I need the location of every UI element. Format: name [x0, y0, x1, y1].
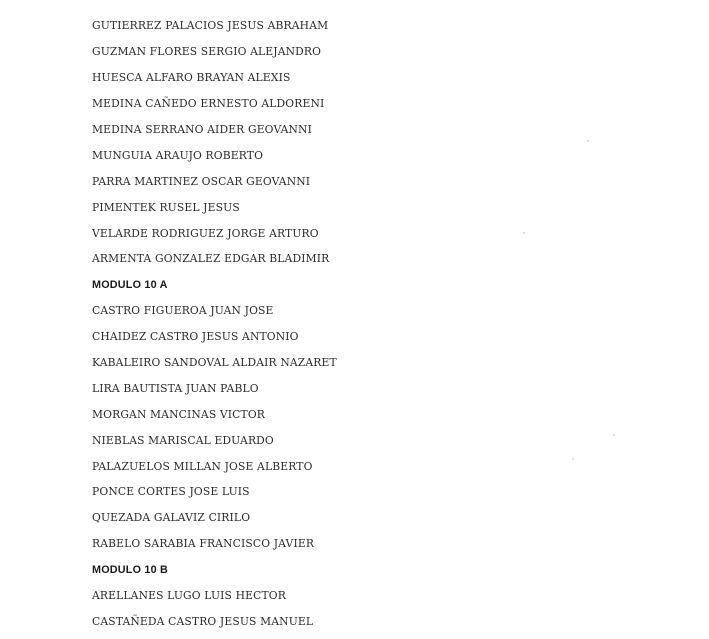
list-item	[92, 142, 692, 168]
student-name: MORGAN MANCINAS VICTOR	[92, 407, 266, 421]
student-name: KABALEIRO SANDOVAL ALDAIR NAZARET	[92, 356, 337, 370]
list-item	[92, 608, 692, 634]
student-name: ARMENTA GONZALEZ EDGAR BLADIMIR	[92, 252, 330, 266]
list-item	[92, 583, 692, 609]
student-name: QUEZADA GALAVIZ CIRILO	[92, 511, 251, 525]
student-name: ARELLANES LUGO LUIS HECTOR	[92, 589, 286, 603]
section-heading	[92, 272, 692, 298]
student-name: PIMENTEK RUSEL JESUS	[92, 200, 240, 214]
student-name: PALAZUELOS MILLAN JOSE ALBERTO	[92, 459, 313, 473]
list-item	[92, 350, 692, 376]
module-heading: MODULO 10 A	[92, 278, 168, 291]
list-item	[92, 65, 692, 91]
student-name: NIEBLAS MARISCAL EDUARDO	[92, 433, 274, 447]
student-name: PONCE CORTES JOSE LUIS	[92, 485, 250, 499]
student-name: MUNGUIA ARAUJO ROBERTO	[92, 148, 264, 162]
list-item	[92, 91, 692, 117]
list-item	[92, 220, 692, 246]
student-name: CASTRO FIGUEROA JUAN JOSE	[92, 304, 274, 318]
list-item	[92, 453, 692, 479]
module-heading: MODULO 10 B	[92, 563, 168, 576]
list-item	[92, 194, 692, 220]
student-name: PARRA MARTINEZ OSCAR GEOVANNI	[92, 174, 311, 188]
section-heading	[92, 557, 692, 583]
student-name: GUZMAN FLORES SERGIO ALEJANDRO	[92, 45, 322, 59]
student-name: MEDINA SERRANO AIDER GEOVANNI	[92, 123, 312, 136]
list-item	[92, 531, 692, 557]
list-item	[92, 246, 692, 272]
list-item	[92, 117, 692, 143]
student-name: MEDINA CAÑEDO ERNESTO ALDORENI	[92, 97, 325, 111]
name-list	[92, 0, 692, 634]
list-item	[92, 401, 692, 427]
student-name: VELARDE RODRIGUEZ JORGE ARTURO	[92, 226, 319, 240]
list-item	[92, 479, 692, 505]
student-name: RABELO SARABIA FRANCISCO JAVIER	[92, 537, 315, 551]
student-name: GUTIERREZ PALACIOS JESUS ABRAHAM	[92, 19, 329, 33]
list-item	[92, 427, 692, 453]
list-item	[92, 13, 692, 39]
list-item	[92, 168, 692, 194]
student-name: CASTAÑEDA CASTRO JESUS MANUEL	[92, 614, 314, 628]
student-name: HUESCA ALFARO BRAYAN ALEXIS	[92, 71, 291, 85]
student-name: CHAIDEZ CASTRO JESUS ANTONIO	[92, 330, 299, 344]
list-item	[92, 375, 692, 401]
student-name: LIRA BAUTISTA JUAN PABLO	[92, 381, 259, 395]
list-item	[92, 324, 692, 350]
list-item	[92, 39, 692, 65]
list-item	[92, 298, 692, 324]
list-item	[92, 505, 692, 531]
